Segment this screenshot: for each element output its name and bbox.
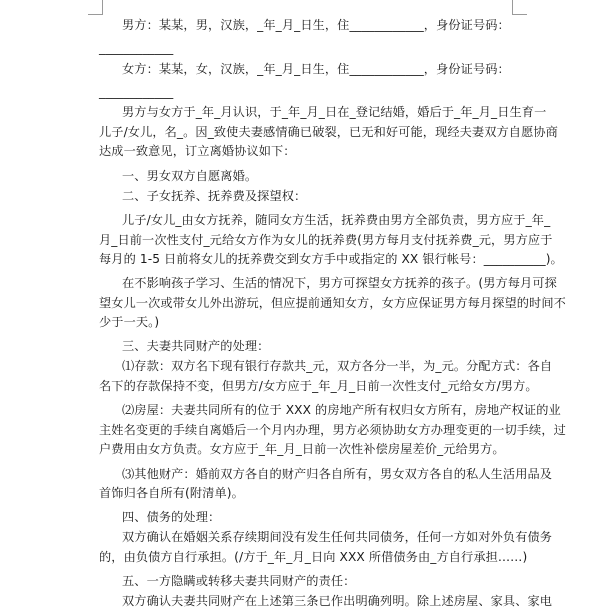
right-margin-mark [512, 0, 527, 15]
visitation-line-2: 望女儿一次或带女儿外出游玩，但应提前通知女方，女方应保证男方每月探望的时间不 [99, 296, 566, 310]
clause-5-heading: 五、一方隐瞒或转移夫妻共同财产的责任： [122, 574, 356, 588]
clause-2-line-1: 儿子/女儿_由女方抚养，随同女方生活，抚养费由男方全部负责，男方应于_年_ [122, 213, 551, 227]
intro-line-1: 男方与女方于_年_月认识，于_年_月_日在_登记结婚，婚后于_年_月_日生育一 [122, 105, 547, 119]
male-id-blank: ____________ [99, 41, 174, 55]
intro-line-2: 儿子/女儿，名_。因_致使夫妻感情确已破裂，已无和好可能，现经夫妻双方自愿协商 [99, 125, 558, 139]
visitation-line-3: 少于一天。) [99, 315, 160, 329]
deposit-line-1: ⑴存款：双方名下现有银行存款共_元，双方各分一半，为_元。分配方式：各自 [122, 359, 553, 373]
clause-2-line-2: 月_日前一次性支付_元给女方作为女儿的抚养费(男方每月支付抚养费_元，男方应于 [99, 233, 553, 247]
other-property-line-2: 首饰归各自所有(附清单)。 [99, 486, 244, 500]
house-line-2: 主姓名变更的手续自离婚后一个月内办理，男方必须协助女方办理变更的一切手续，过 [99, 423, 566, 437]
other-property-line-1: ⑶其他财产：婚前双方各自的财产归各自所有，男女双方各自的私人生活用品及 [122, 467, 553, 481]
female-party-line: 女方：某某，女，汉族，_年_月_日生，住____________，身份证号码： [122, 62, 510, 76]
house-line-3: 户费用由女方负责。女方应于_年_月_日前一次性补偿房屋差价_元给男方。 [99, 442, 505, 456]
visitation-line-1: 在不影响孩子学习、生活的情况下，男方可探望女方抚养的孩子。(男方每月可探 [122, 276, 557, 290]
house-line-1: ⑵房屋：夫妻共同所有的位于 XXX 的房地产所有权归女方所有，房地产权证的业 [122, 403, 561, 417]
left-margin-mark [88, 0, 103, 15]
deposit-line-2: 名下的存款保持不变，但男方/女方应于_年_月_日前一次性支付_元给女方/男方。 [99, 379, 538, 393]
debt-line-1: 双方确认在婚姻关系存续期间没有发生任何共同债务，任何一方如对外负有债务 [122, 530, 553, 544]
intro-line-3: 达成一致意见，订立离婚协议如下： [99, 144, 296, 158]
clause-1: 一、男女双方自愿离婚。 [122, 169, 258, 183]
female-id-blank: ____________ [99, 85, 174, 99]
clause-5-line-1: 双方确认夫妻共同财产在上述第三条已作出明确列明。除上述房屋、家具、家电 [122, 594, 553, 608]
clause-2-heading: 二、子女抚养、抚养费及探望权： [122, 189, 307, 203]
clause-2-line-3: 每月的 1-5 日前将女儿的抚养费交到女方手中或指定的 XX 银行帐号：__________)。 [99, 252, 563, 266]
clause-3-heading: 三、夫妻共同财产的处理： [122, 339, 270, 353]
male-party-line: 男方：某某，男，汉族，_年_月_日生，住____________，身份证号码： [122, 18, 510, 32]
clause-4-heading: 四、债务的处理： [122, 510, 221, 524]
debt-line-2: 的，由负债方自行承担。(/方于_年_月_日向 XXX 所借债务由_方自行承担……) [99, 550, 528, 564]
